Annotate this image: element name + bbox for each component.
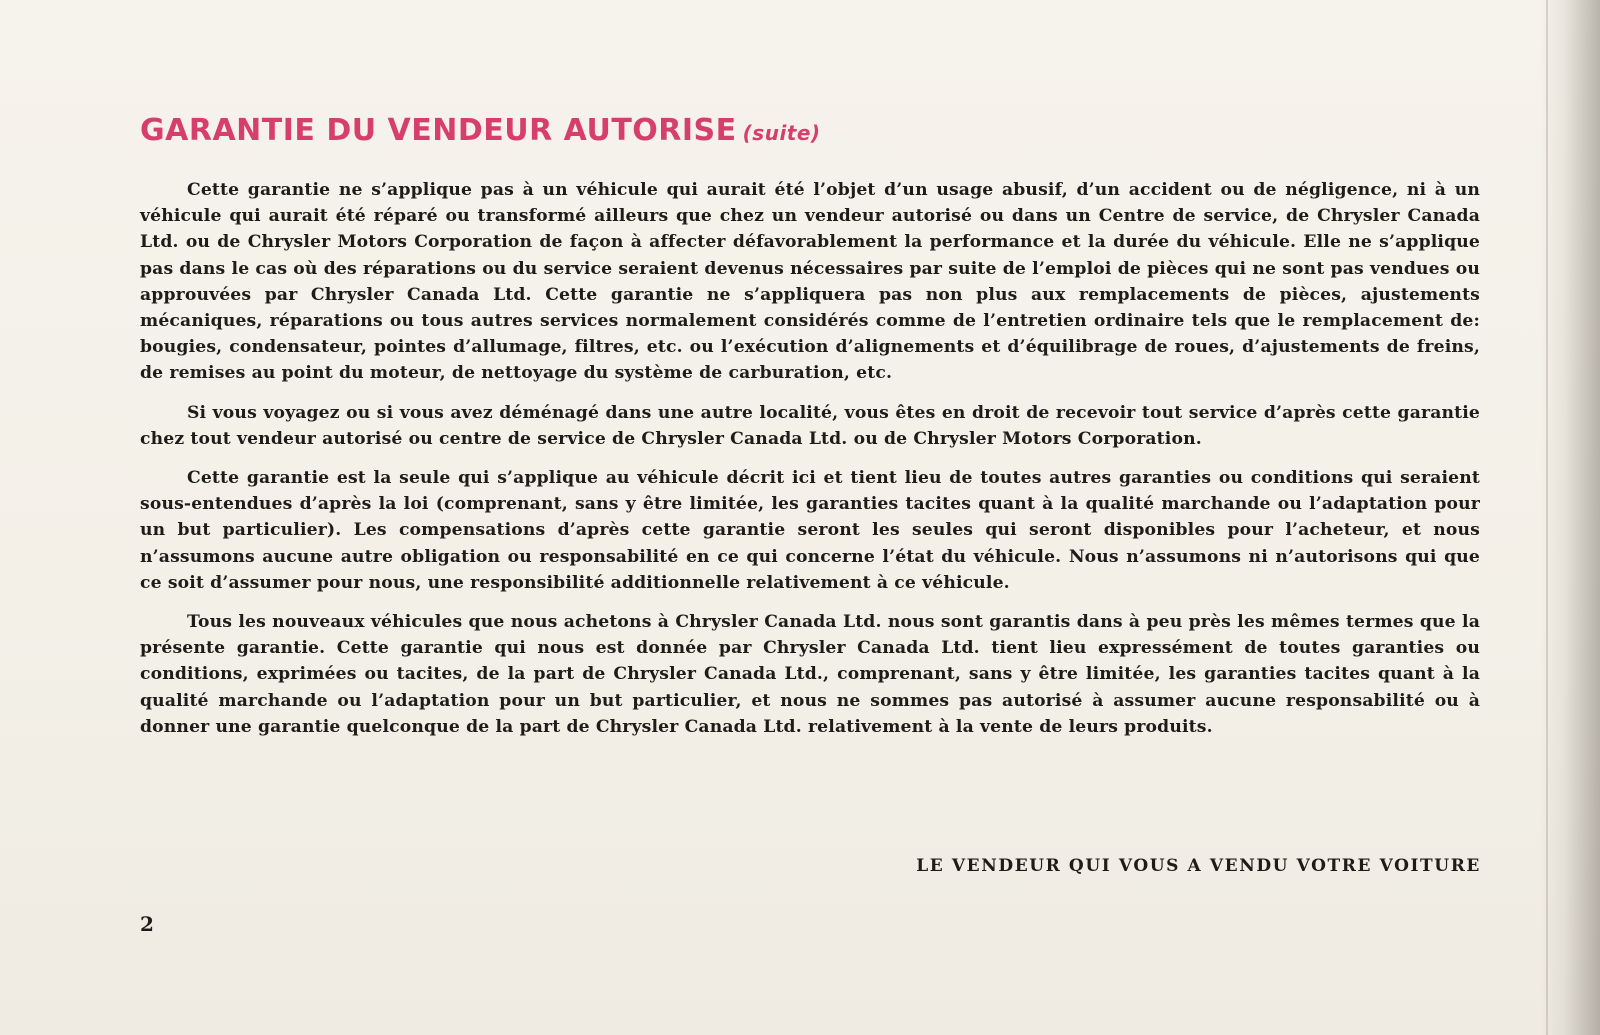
paragraph-manufacturer-warranty: Tous les nouveaux véhicules que nous achetons à Chrysler Canada Ltd. nous sont garantis dans à peu près les mêmes termes que la présente garantie. Cette garantie qui nous est donnée par Chrysler Canada Ltd. tient lieu expressément de toutes garanties ou conditions, exprimées ou tacites, de la part de Chrysler Canada Ltd., comprenant, sans y être limitée, les garanties tacites quant à la qualité marchande ou l’adaptation pour un but particulier, et nous ne sommes pas autorisé à assumer aucune responsabilité ou à donner une garantie quelconque de la part de Chrysler Canada Ltd. relativement à la vente de leurs produits. — [140, 612, 1480, 737]
spine-shadow — [1540, 0, 1600, 1035]
paragraph-usage-exclusions: Cette garantie ne s’applique pas à un véhicule qui aurait été l’objet d’un usage abusif, d’un accident ou de négligence, ni à un véhicule qui aurait été réparé ou transformé ailleurs que chez un vendeur autorisé ou dans un Centre de service, de Chrysler Canada Ltd. ou de Chrysler Motors Corporation de façon à affecter défavorablement la performance et la durée du véhicule. Elle ne s’applique pas dans le cas où des réparations ou du service seraient devenus nécessaires par suite de l’emploi de pièces qui ne sont pas vendues ou approuvées par Chrysler Canada Ltd. Cette garantie ne s’appliquera pas non plus aux remplacements de pièces, ajustements mécaniques, réparations ou tous autres services normalement considérés comme de l’entretien ordinaire tels que le remplacement de: bougies, condensateur, pointes d’allumage, filtres, etc. ou l’exécution d’alignements et d’équilibrage de roues, d’ajustements de freins, de remises au point du moteur, de nettoyage du système de carburation, etc. — [140, 180, 1480, 384]
title-suffix: (suite) — [742, 121, 821, 145]
warranty-text — [140, 177, 1480, 753]
page-title — [140, 113, 821, 148]
title-text: GARANTIE DU VENDEUR AUTORISE — [140, 113, 737, 148]
dealer-signature: LE VENDEUR QUI VOUS A VENDU VOTRE VOITURE — [916, 856, 1481, 876]
paragraph-sole-warranty: Cette garantie est la seule qui s’applique au véhicule décrit ici et tient lieu de toutes autres garanties ou conditions qui seraient sous-entendues d’après la loi (comprenant, sans y être limitée, les garanties tacites quant à la qualité marchande ou l’adaptation pour un but particulier). Les compensations d’après cette garantie seront les seules qui seront disponibles pour l’acheteur, et nous n’assumons aucune autre obligation ou responsabilité en ce qui concerne l’état du véhicule. Nous n’assumons ni n’autorisons qui que ce soit d’assumer pour nous, une responsibilité additionnelle relativement à ce véhicule. — [140, 468, 1480, 593]
page-number: 2 — [140, 912, 154, 936]
paragraph-travel-service: Si vous voyagez ou si vous avez déménagé dans une autre localité, vous êtes en droit de recevoir tout service d’après cette garantie chez tout vendeur autorisé ou centre de service de Chrysler Canada Ltd. ou de Chrysler Motors Corporation. — [140, 402, 1480, 449]
